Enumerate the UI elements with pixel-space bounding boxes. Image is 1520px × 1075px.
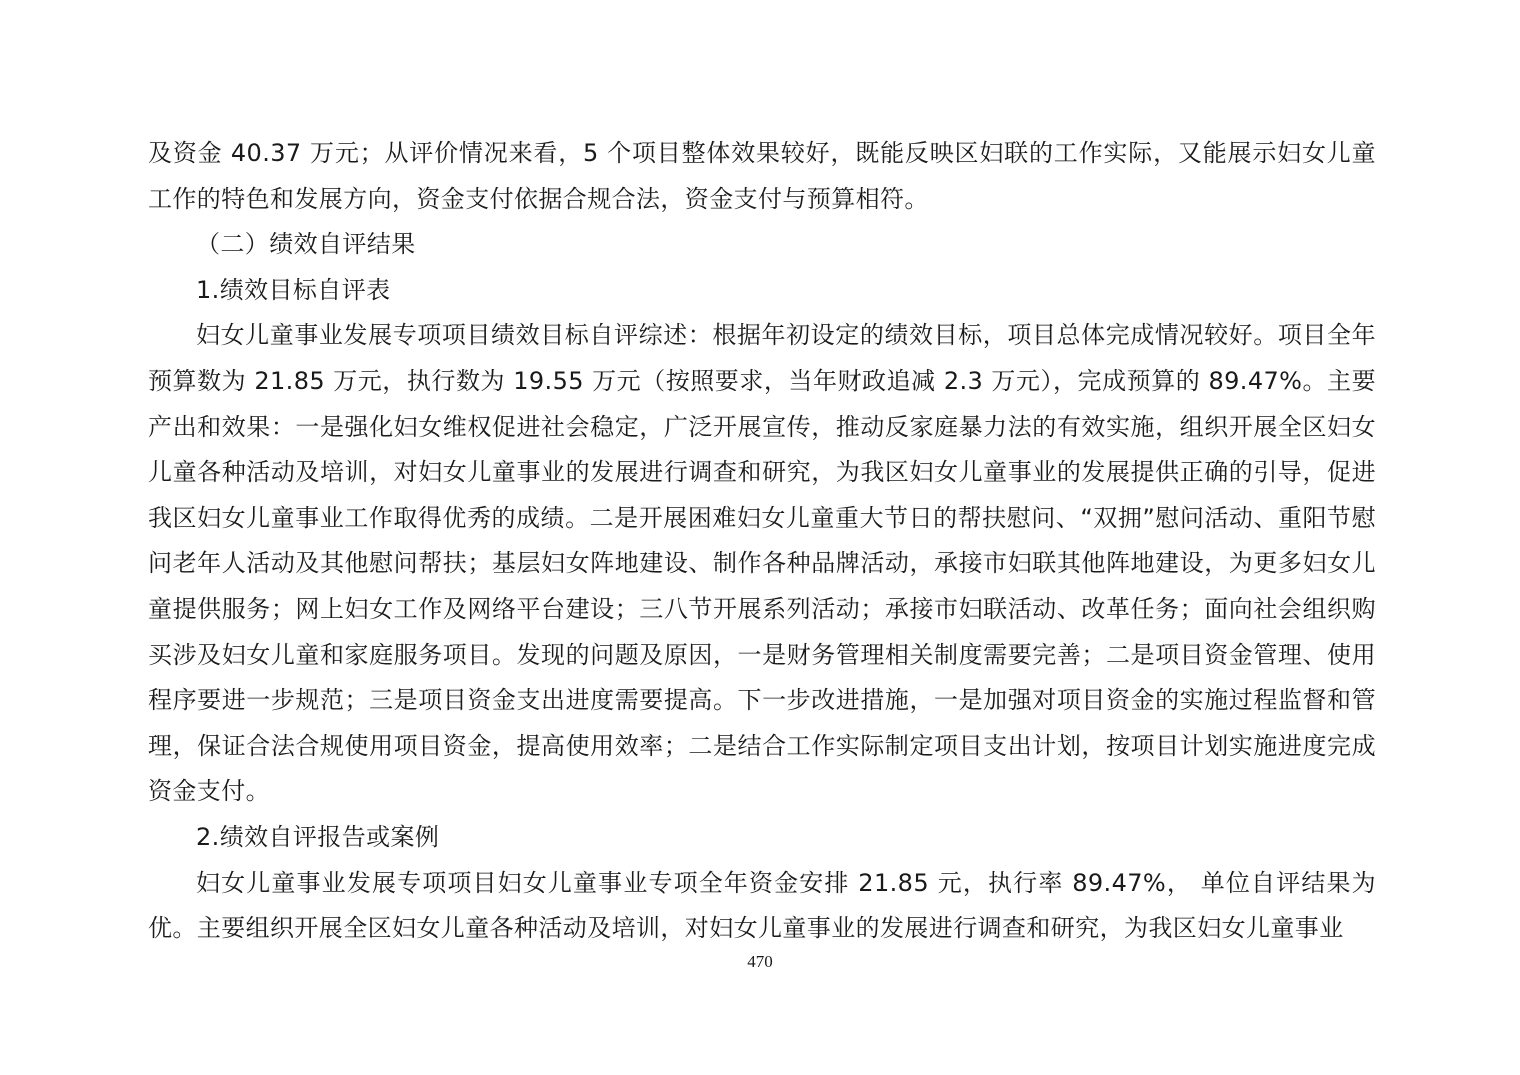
page-number: 470: [747, 952, 773, 971]
subheading-self-evaluation-table: 1.绩效目标自评表: [196, 275, 391, 304]
paragraph-continuation: 及资金 40.37 万元；从评价情况来看，5 个项目整体效果较好，既能反映区妇联的工作实际，又能展示妇女儿童工作的特色和发展方向，资金支付依据合规合法，资金支付与预算相符。: [148, 139, 1376, 213]
section-heading: （二）绩效自评结果: [196, 230, 416, 259]
document-body: [148, 131, 1376, 952]
subheading-self-evaluation-report: 2.绩效自评报告或案例: [196, 822, 440, 851]
paragraph-report: 妇女儿童事业发展专项项目妇女儿童事业专项全年资金安排 21.85 元，执行率 89.47%， 单位自评结果为优。主要组织开展全区妇女儿童各种活动及培训，对妇女儿童事业的发展进行调查和研究，为我区妇女儿童事业: [148, 868, 1376, 943]
paragraph-summary: 妇女儿童事业发展专项项目绩效目标自评综述：根据年初设定的绩效目标，项目总体完成情况较好。项目全年预算数为 21.85 万元，执行数为 19.55 万元（按照要求，当年财政追减 2.3 万元），完成预算的 89.47%。主要产出和效果：一是强化妇女维权促进社会稳定，广泛开展宣传，推动反家庭暴力法的有效实施，组织开展全区妇女儿童各种活动及培训，对妇女儿童事业的发展进行调查和研究，为我区妇女儿童事业的发展提供正确的引导，促进我区妇女儿童事业工作取得优秀的成绩。二是开展困难妇女儿童重大节日的帮扶慰问、“双拥”慰问活动、重阳节慰问老年人活动及其他慰问帮扶；基层妇女阵地建设、制作各种品牌活动，承接市妇联其他阵地建设，为更多妇女儿童提供服务；网上妇女工作及网络平台建设；三八节开展系列活动；承接市妇联活动、改革任务；面向社会组织购买涉及妇女儿童和家庭服务项目。发现的问题及原因，一是财务管理相关制度需要完善；二是项目资金管理、使用程序要进一步规范；三是项目资金支出进度需要提高。下一步改进措施，一是加强对项目资金的实施过程监督和管理，保证合法合规使用项目资金，提高使用效率；二是结合工作实际制定项目支出计划，按项目计划实施进度完成资金支付。: [148, 321, 1376, 806]
